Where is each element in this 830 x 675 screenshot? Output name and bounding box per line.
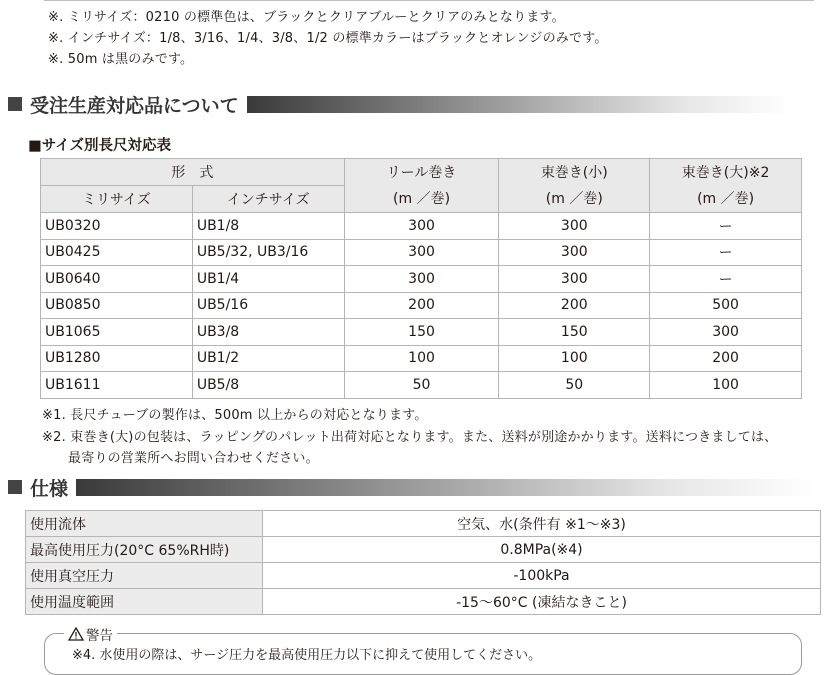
warning-title bbox=[64, 624, 117, 644]
cell-mm: UB1065 bbox=[41, 319, 193, 346]
header-small-bundle bbox=[499, 159, 650, 213]
header-model: 形 式 bbox=[41, 159, 345, 186]
header-small-unit: (m ／巻) bbox=[545, 190, 603, 207]
top-divider bbox=[44, 0, 814, 1]
cell-reel: 300 bbox=[344, 239, 499, 266]
warning-text: ※4. 水使用の際は、サージ圧力を最高使用圧力以下に抑えて使用してください。 bbox=[72, 648, 542, 663]
cell-small: 100 bbox=[499, 345, 650, 372]
table-row bbox=[41, 292, 802, 319]
cell-small: 300 bbox=[499, 266, 650, 293]
cell-mm: UB1280 bbox=[41, 345, 193, 372]
cell-mm: UB0640 bbox=[41, 266, 193, 293]
table-row bbox=[41, 319, 802, 346]
spec-table bbox=[25, 510, 821, 615]
section-gradient-bar bbox=[247, 96, 791, 113]
cell-small: 300 bbox=[499, 213, 650, 240]
cell-small: 150 bbox=[499, 319, 650, 346]
header-reel-label: リール巻き bbox=[386, 164, 457, 181]
size-length-table bbox=[40, 158, 802, 399]
spec-row bbox=[26, 563, 821, 589]
warning-title-label: 警告 bbox=[86, 628, 113, 644]
cell-mm: UB1611 bbox=[41, 372, 193, 399]
cell-large: ー bbox=[650, 213, 802, 240]
spec-key: 使用流体 bbox=[26, 511, 263, 537]
cell-large: 300 bbox=[650, 319, 802, 346]
top-note-3: ※. 50m は黒のみです。 bbox=[48, 52, 194, 67]
cell-large: 500 bbox=[650, 292, 802, 319]
spec-key: 使用温度範囲 bbox=[26, 589, 263, 615]
spec-value: 空気、水(条件有 ※1～※3) bbox=[263, 511, 821, 537]
header-reel bbox=[344, 159, 499, 213]
cell-reel: 150 bbox=[344, 319, 499, 346]
table-row bbox=[41, 213, 802, 240]
cell-large: 200 bbox=[650, 345, 802, 372]
section-heading-spec bbox=[8, 475, 816, 499]
cell-small: 50 bbox=[499, 372, 650, 399]
header-large-label: 束巻き(大)※2 bbox=[681, 164, 770, 181]
section-title: 仕様 bbox=[30, 477, 69, 500]
header-inch-size: インチサイズ bbox=[192, 186, 344, 213]
spec-row bbox=[26, 511, 821, 537]
cell-small: 200 bbox=[499, 292, 650, 319]
top-note-1: ※. ミリサイズ：0210 の標準色は、ブラックとクリアブルーとクリアのみとなります。 bbox=[48, 10, 565, 25]
cell-reel: 300 bbox=[344, 266, 499, 293]
header-small-label: 束巻き(小) bbox=[540, 164, 608, 181]
cell-large: ー bbox=[650, 239, 802, 266]
header-large-unit: (m ／巻) bbox=[697, 190, 755, 207]
spec-value: -15～60°C (凍結なきこと) bbox=[263, 589, 821, 615]
spec-row bbox=[26, 537, 821, 563]
cell-large: ー bbox=[650, 266, 802, 293]
section-gradient-bar bbox=[76, 479, 816, 496]
section-square-icon bbox=[8, 97, 22, 111]
section-square-icon bbox=[8, 480, 22, 494]
cell-reel: 50 bbox=[344, 372, 499, 399]
cell-reel: 100 bbox=[344, 345, 499, 372]
cell-mm: UB0425 bbox=[41, 239, 193, 266]
cell-mm: UB0850 bbox=[41, 292, 193, 319]
header-large-bundle bbox=[650, 159, 802, 213]
cell-inch: UB3/8 bbox=[192, 319, 344, 346]
cell-inch: UB5/8 bbox=[192, 372, 344, 399]
top-note-2: ※. インチサイズ：1/8、3/16、1/4、3/8、1/2 の標準カラーはブラックとオレンジのみです。 bbox=[48, 31, 608, 46]
cell-mm: UB0320 bbox=[41, 213, 193, 240]
spec-key: 最高使用圧力(20°C 65%RH時) bbox=[26, 537, 263, 563]
table-row bbox=[41, 372, 802, 399]
size-note-1: ※1. 長尺チューブの製作は、500m 以上からの対応となります。 bbox=[42, 408, 428, 423]
cell-small: 300 bbox=[499, 239, 650, 266]
section-title: 受注生産対応品について bbox=[30, 94, 239, 117]
table-row bbox=[41, 239, 802, 266]
cell-inch: UB1/2 bbox=[192, 345, 344, 372]
cell-inch: UB1/4 bbox=[192, 266, 344, 293]
spec-value: 0.8MPa(※4) bbox=[263, 537, 821, 563]
cell-inch: UB1/8 bbox=[192, 213, 344, 240]
size-note-2: ※2. 束巻き(大)の包装は、ラッピングのパレット出荷対応となります。また、送料が別途かかります。送料につきましては、 bbox=[42, 430, 778, 445]
header-reel-unit: (m ／巻) bbox=[393, 190, 451, 207]
size-note-2-cont: 最寄りの営業所へお問い合わせください。 bbox=[68, 451, 319, 466]
spec-value: -100kPa bbox=[263, 563, 821, 589]
spec-key: 使用真空圧力 bbox=[26, 563, 263, 589]
section-heading-custom-order bbox=[8, 92, 791, 116]
cell-reel: 300 bbox=[344, 213, 499, 240]
cell-reel: 200 bbox=[344, 292, 499, 319]
warning-triangle-icon bbox=[68, 627, 84, 641]
header-mm-size: ミリサイズ bbox=[41, 186, 193, 213]
cell-inch: UB5/16 bbox=[192, 292, 344, 319]
cell-large: 100 bbox=[650, 372, 802, 399]
spec-row bbox=[26, 589, 821, 615]
table-row bbox=[41, 266, 802, 293]
cell-inch: UB5/32, UB3/16 bbox=[192, 239, 344, 266]
table-row bbox=[41, 345, 802, 372]
sub-heading: ■サイズ別長尺対応表 bbox=[28, 138, 172, 154]
